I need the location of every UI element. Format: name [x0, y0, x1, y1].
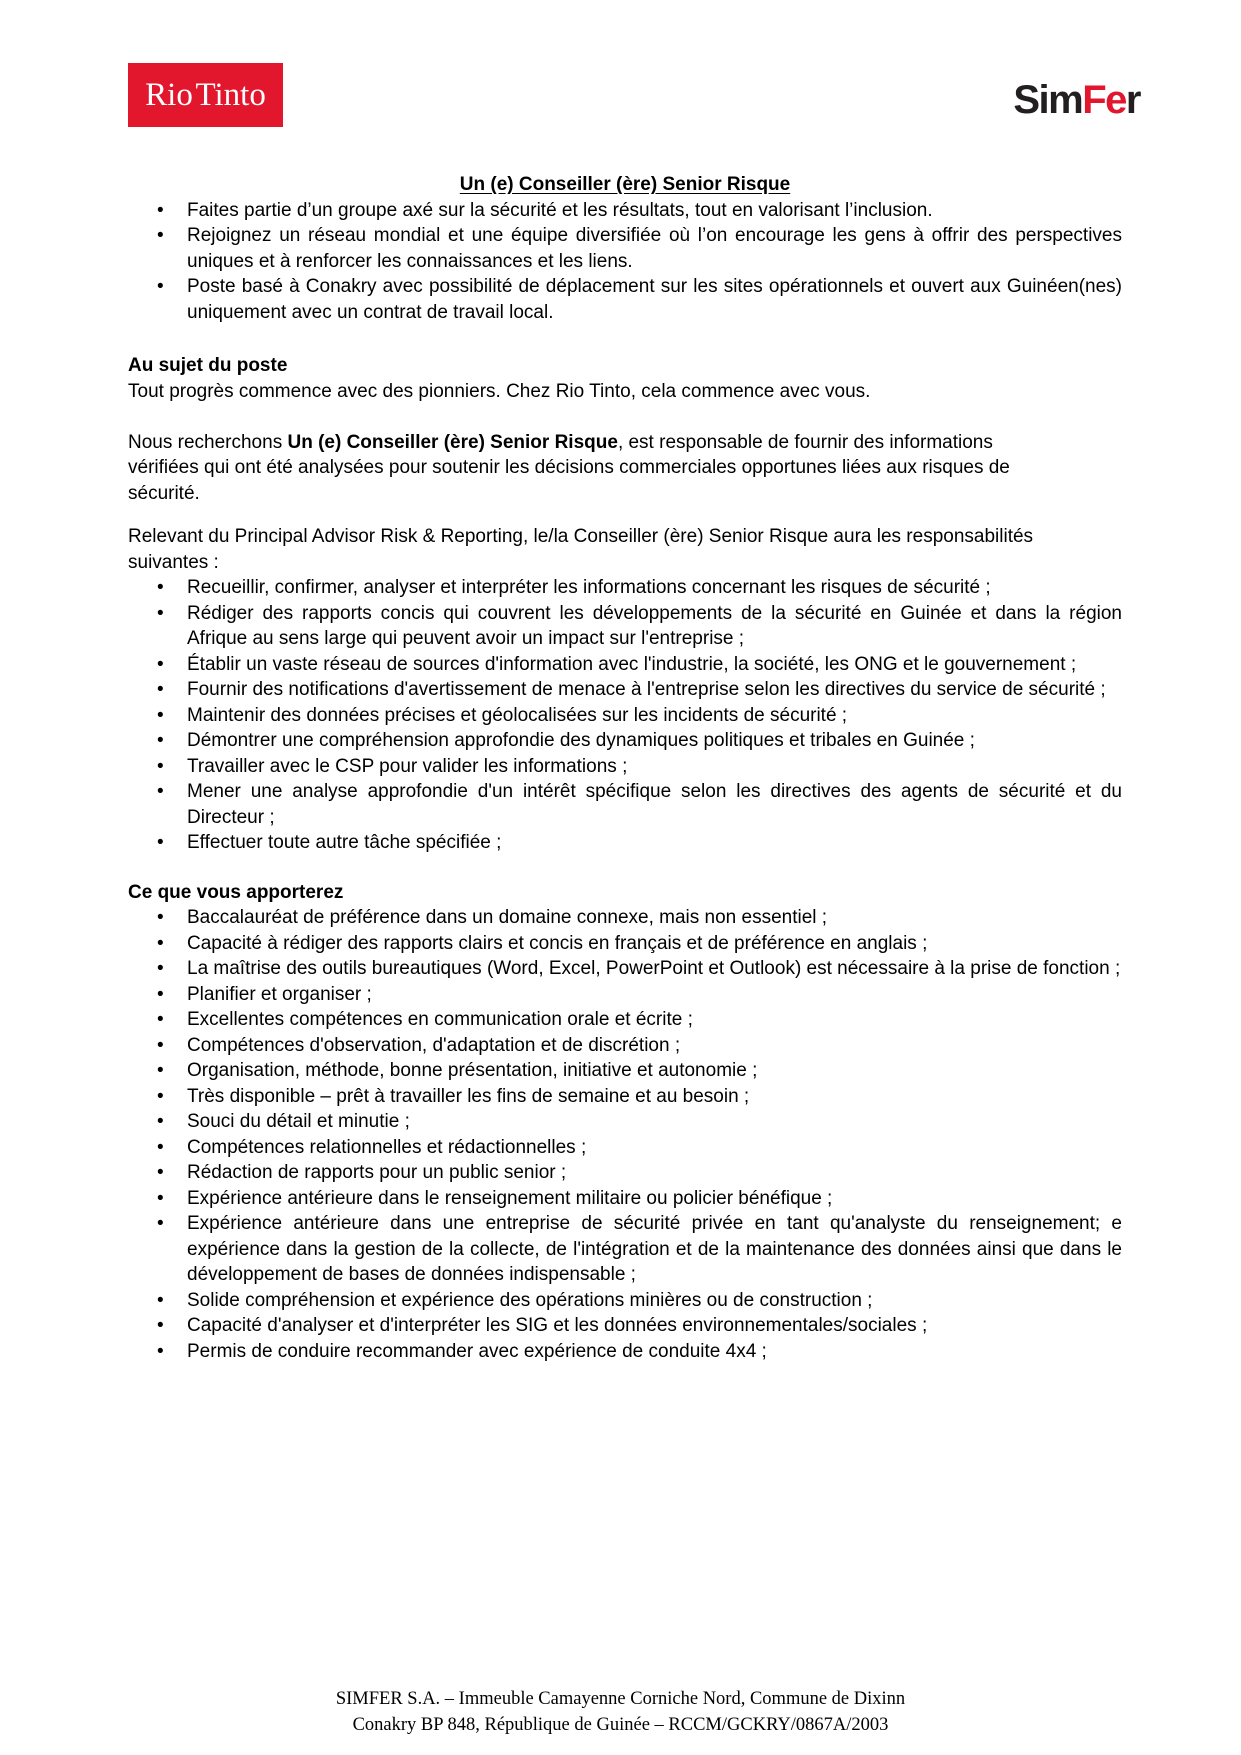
- rio-tinto-logo-text: Rio Tinto: [145, 76, 266, 113]
- list-item: • Effectuer toute autre tâche spécifiée ;: [128, 830, 1122, 856]
- list-item: • Démontrer une compréhension approfondie des dynamiques politiques et tribales en Guinée ;: [128, 728, 1122, 754]
- role-summary-line3: sécurité.: [128, 482, 200, 504]
- list-item: • Travailler avec le CSP pour valider les informations ;: [128, 754, 1122, 780]
- responsibilities-list: [128, 575, 1122, 856]
- role-name-bold: Un (e) Conseiller (ère) Senior Risque: [287, 431, 618, 453]
- list-item: • Recueillir, confirmer, analyser et interpréter les informations concernant les risques de sécurité ;: [128, 575, 1122, 601]
- list-item: • Rejoignez un réseau mondial et une équipe diversifiée où l’on encourage les gens à offrir des perspectives uniques et à renforcer les connaissances et les liens.: [128, 223, 1122, 274]
- list-item: • Organisation, méthode, bonne présentation, initiative et autonomie ;: [128, 1058, 1122, 1084]
- footer-line-2: Conakry BP 848, République de Guinée – RCCM/GCKRY/0867A/2003: [352, 1715, 889, 1735]
- simfer-logo-r: r: [1125, 78, 1140, 122]
- header: [0, 0, 1241, 127]
- footer: [0, 1686, 1241, 1738]
- simfer-logo-fe: Fe: [1082, 78, 1126, 122]
- list-item: • Établir un vaste réseau de sources d'information avec l'industrie, la société, les ONG et le gouvernement ;: [128, 652, 1122, 678]
- footer-line-1: SIMFER S.A. – Immeuble Camayenne Corniche Nord, Commune de Dixinn: [335, 1689, 906, 1709]
- section-heading-bring: Ce que vous apporterez: [128, 881, 344, 903]
- list-item: • Compétences d'observation, d'adaptation et de discrétion ;: [128, 1033, 1122, 1059]
- reporting-line2: suivantes :: [128, 551, 219, 573]
- simfer-logo: [1013, 80, 1140, 120]
- requirements-list: [128, 905, 1122, 1364]
- simfer-logo-sim: Sim: [1013, 78, 1083, 122]
- list-item: • Mener une analyse approfondie d'un intérêt spécifique selon les directives des agents de sécurité et du Directeur ;: [128, 779, 1122, 830]
- list-item: • Souci du détail et minutie ;: [128, 1109, 1122, 1135]
- section-heading-about: Au sujet du poste: [128, 355, 288, 376]
- reporting-line-paragraph: [128, 524, 1122, 575]
- role-summary-line1: [128, 430, 1122, 456]
- list-item: • Rédaction de rapports pour un public senior ;: [128, 1160, 1122, 1186]
- list-item: • Solide compréhension et expérience des opérations minières ou de construction ;: [128, 1288, 1122, 1314]
- reporting-line1: Relevant du Principal Advisor Risk & Reporting, le/la Conseiller (ère) Senior Risque aura les responsabilités: [128, 526, 1034, 547]
- intro-bullet-list: [128, 198, 1122, 326]
- list-item: • Capacité d'analyser et d'interpréter les SIG et les données environnementales/sociales ;: [128, 1313, 1122, 1339]
- list-item: • Faites partie d’un groupe axé sur la sécurité et les résultats, tout en valorisant l’inclusion.: [128, 198, 1122, 224]
- role-summary-suffix: , est responsable de fournir des informations: [617, 431, 993, 453]
- role-summary-prefix: Nous recherchons: [128, 431, 288, 453]
- list-item: • Maintenir des données précises et géolocalisées sur les incidents de sécurité ;: [128, 703, 1122, 729]
- list-item: • Poste basé à Conakry avec possibilité de déplacement sur les sites opérationnels et ouvert aux Guinéen(nes) uniquement avec un contrat de travail local.: [128, 274, 1122, 325]
- page-title: Un (e) Conseiller (ère) Senior Risque: [459, 174, 791, 195]
- list-item: • Expérience antérieure dans le renseignement militaire ou policier bénéfique ;: [128, 1186, 1122, 1212]
- list-item: • Capacité à rédiger des rapports clairs et concis en français et de préférence en anglais ;: [128, 931, 1122, 957]
- list-item: • Excellentes compétences en communication orale et écrite ;: [128, 1007, 1122, 1033]
- list-item: • Très disponible – prêt à travailler les fins de semaine et au besoin ;: [128, 1084, 1122, 1110]
- list-item: • La maîtrise des outils bureautiques (Word, Excel, PowerPoint et Outlook) est nécessaire à la prise de fonction ;: [128, 956, 1122, 982]
- list-item: • Expérience antérieure dans une entreprise de sécurité privée en tant qu'analyste du renseignement; e expérience dans la gestion de la collecte, de l'intégration et de la maintenance des données ainsi que dans le développement de bases de données indispensable ;: [128, 1211, 1122, 1288]
- role-summary-line2: vérifiées qui ont été analysées pour soutenir les décisions commerciales opportunes liées aux risques de: [128, 457, 1010, 478]
- list-item: • Baccalauréat de préférence dans un domaine connexe, mais non essentiel ;: [128, 905, 1122, 931]
- document-body: [0, 172, 1241, 1364]
- list-item: • Fournir des notifications d'avertissement de menace à l'entreprise selon les directives du service de sécurité ;: [128, 677, 1122, 703]
- role-summary-paragraph: [128, 430, 1122, 507]
- list-item: • Permis de conduire recommander avec expérience de conduite 4x4 ;: [128, 1339, 1122, 1365]
- list-item: • Planifier et organiser ;: [128, 982, 1122, 1008]
- about-tagline: Tout progrès commence avec des pionniers. Chez Rio Tinto, cela commence avec vous.: [128, 380, 871, 402]
- rio-tinto-logo: [128, 63, 283, 127]
- list-item: • Rédiger des rapports concis qui couvrent les développements de la sécurité en Guinée et dans la région Afrique au sens large qui peuvent avoir un impact sur l'entreprise ;: [128, 601, 1122, 652]
- list-item: • Compétences relationnelles et rédactionnelles ;: [128, 1135, 1122, 1161]
